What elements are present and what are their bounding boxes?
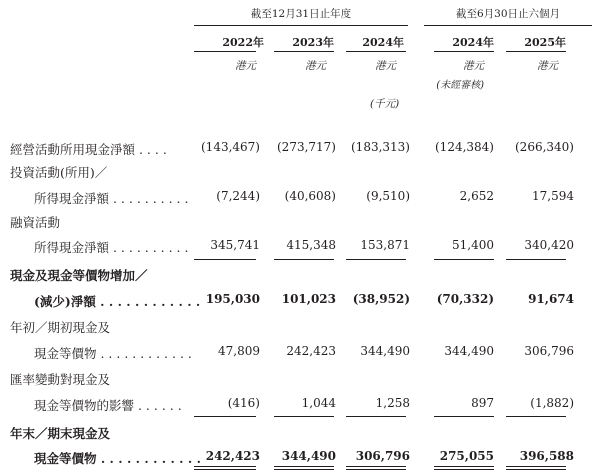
cell-value: (266,340) <box>515 140 574 154</box>
total-rule <box>194 416 256 417</box>
cell-value: 242,423 <box>286 344 336 358</box>
currency-header: 港元 <box>305 60 326 72</box>
row-label: 經營活動所用現金淨額 . . . . <box>10 142 167 157</box>
row-label: 投資活動(所用)／ <box>10 165 108 180</box>
year-header: 2024年 <box>362 36 404 49</box>
cell-value: 340,420 <box>524 238 574 252</box>
cell-value: (40,608) <box>284 189 336 203</box>
cell-value: (1,882) <box>530 396 574 410</box>
cell-value: 101,023 <box>281 292 336 306</box>
cell-value: 51,400 <box>452 238 494 252</box>
cell-value: 897 <box>471 396 494 410</box>
currency-header: 港元 <box>235 60 256 72</box>
cell-value: 344,490 <box>360 344 410 358</box>
year-rule <box>434 51 494 52</box>
row-label: 年末／期末現金及 <box>10 426 111 441</box>
currency-header: 港元 <box>463 60 484 72</box>
cell-value: (38,952) <box>352 292 410 306</box>
subtotal-rule <box>506 259 566 260</box>
row-label: 所得現金淨額 . . . . . . . . . . <box>34 240 189 255</box>
cell-value: 2,652 <box>459 189 494 203</box>
cell-value: 91,674 <box>528 292 574 306</box>
cell-value: 396,588 <box>519 449 574 463</box>
cell-value: (416) <box>227 396 260 410</box>
year-rule <box>506 51 566 52</box>
group-header-fiscal-year: 截至12月31日止年度 <box>250 8 352 20</box>
cell-value: 1,258 <box>375 396 410 410</box>
year-rule <box>274 51 334 52</box>
row-label: 匯率變動對現金及 <box>10 372 111 387</box>
cell-value: (9,510) <box>366 189 410 203</box>
cell-value: (124,384) <box>435 140 494 154</box>
cell-value: 306,796 <box>355 449 410 463</box>
total-rule <box>506 416 566 417</box>
total-rule <box>434 416 494 417</box>
year-header: 2025年 <box>524 36 566 49</box>
cell-value: (183,313) <box>351 140 410 154</box>
cell-value: 1,044 <box>301 396 336 410</box>
total-rule <box>274 416 334 417</box>
thousands-note: (千元) <box>370 98 400 110</box>
cell-value: 17,594 <box>532 189 574 203</box>
year-header: 2023年 <box>292 36 334 49</box>
subtotal-rule <box>194 259 256 260</box>
group-header-rule <box>194 25 408 26</box>
cell-value: (143,467) <box>201 140 260 154</box>
currency-header: 港元 <box>537 60 558 72</box>
subtotal-rule <box>346 259 406 260</box>
currency-header: 港元 <box>375 60 396 72</box>
row-label: 所得現金淨額 . . . . . . . . . . <box>34 191 189 206</box>
subtotal-rule <box>434 259 494 260</box>
cell-value: 242,423 <box>205 449 260 463</box>
cell-value: 344,490 <box>281 449 336 463</box>
row-label: 現金及現金等價物增加／ <box>10 268 148 283</box>
cell-value: (7,244) <box>216 189 260 203</box>
row-label: 年初／期初現金及 <box>10 320 111 335</box>
double-rule <box>194 466 256 470</box>
cell-value: 275,055 <box>439 449 494 463</box>
row-label: 現金等價物 . . . . . . . . . . . . <box>34 451 201 466</box>
group-header-rule <box>424 25 592 26</box>
row-label: 融資活動 <box>10 215 61 230</box>
cell-value: (273,717) <box>277 140 336 154</box>
cell-value: 153,871 <box>360 238 410 252</box>
cell-value: 415,348 <box>286 238 336 252</box>
double-rule <box>346 466 406 470</box>
total-rule <box>346 416 406 417</box>
year-rule <box>346 51 406 52</box>
cell-value: 345,741 <box>210 238 260 252</box>
cell-value: 344,490 <box>444 344 494 358</box>
cell-value: 306,796 <box>524 344 574 358</box>
subtotal-rule <box>274 259 334 260</box>
year-rule <box>194 51 256 52</box>
unaudited-note: (未經審核) <box>436 80 484 91</box>
row-label: 現金等價物的影響 . . . . . . <box>34 398 182 413</box>
row-label: (減少)淨額 . . . . . . . . . . . . <box>34 294 201 309</box>
cell-value: 47,809 <box>218 344 260 358</box>
group-header-six-months: 截至6月30日止六個月 <box>455 8 561 20</box>
double-rule <box>434 466 494 470</box>
cell-value: (70,332) <box>436 292 494 306</box>
row-label: 現金等價物 . . . . . . . . . . . . <box>34 346 192 361</box>
year-header: 2022年 <box>222 36 264 49</box>
cell-value: 195,030 <box>205 292 260 306</box>
double-rule <box>506 466 566 470</box>
double-rule <box>274 466 334 470</box>
year-header: 2024年 <box>452 36 494 49</box>
